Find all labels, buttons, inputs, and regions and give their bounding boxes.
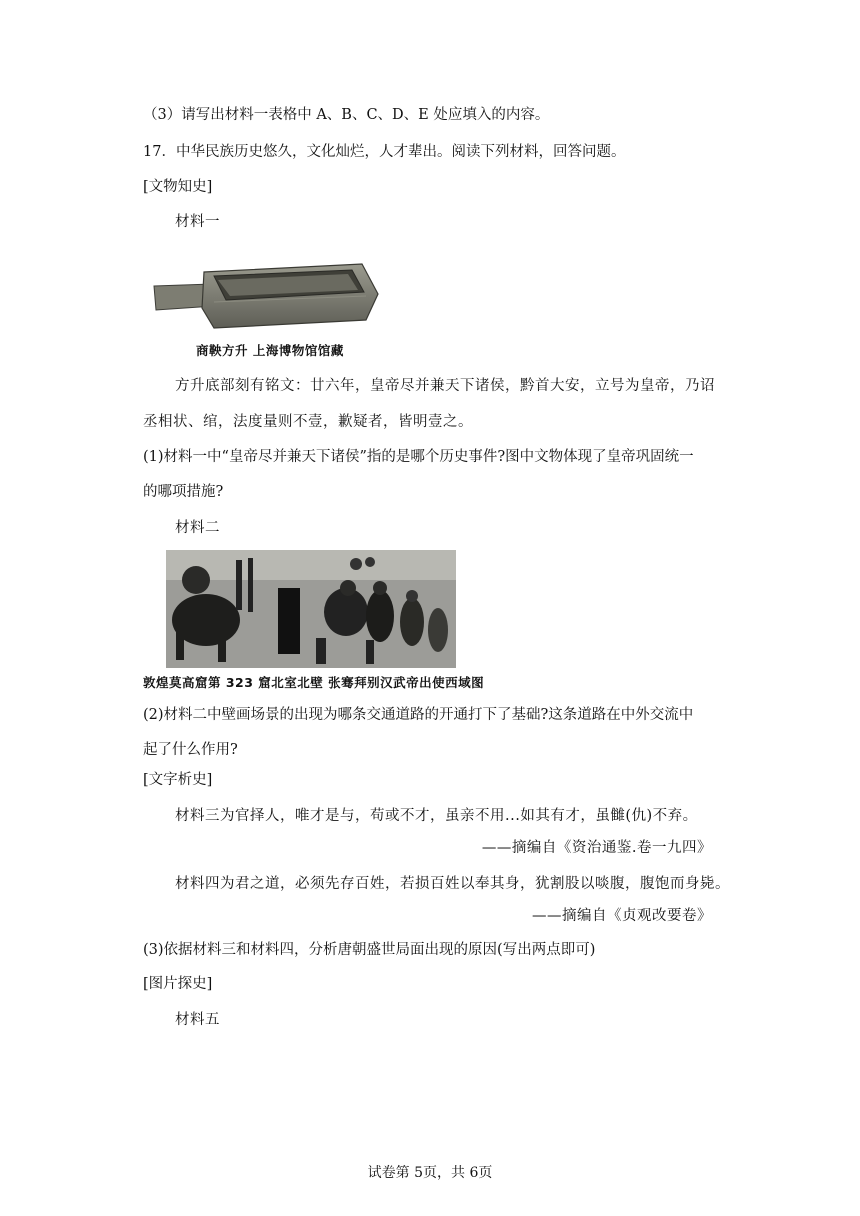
- page-footer: 试卷第 5页，共 6页: [367, 1165, 493, 1181]
- question-2-line-1: (2)材料二中壁画场景的出现为哪条交通道路的开通打下了基础?这条道路在中外交流中: [143, 707, 694, 723]
- material-4-text: 材料四为君之道，必须先存百姓，若损百姓以奉其身，犹割股以啖腹，腹饱而身毙。: [175, 876, 730, 892]
- material-1-label: 材料一: [175, 214, 220, 230]
- artifact-caption: 商鞅方升 上海博物馆馆藏: [196, 343, 344, 358]
- question-2-line-2: 起了什么作用?: [143, 742, 238, 758]
- question-3-line: （3）请写出材料一表格中 A、B、C、D、E 处应填入的内容。: [143, 107, 550, 123]
- section-heading-text: [文字析史]: [143, 772, 213, 788]
- shang-yang-fang-sheng-image: [152, 258, 380, 333]
- dunhuang-mural-image: [166, 550, 456, 668]
- material-4-source: ——摘编自《贞观改要卷》: [532, 908, 712, 924]
- question-17-stem: 17．中华民族历史悠久，文化灿烂，人才辈出。阅读下列材料，回答问题。: [143, 144, 626, 160]
- section-heading-image: [图片探史]: [143, 976, 213, 992]
- material-3-source: ——摘编自《资治通鉴.卷一九四》: [481, 840, 712, 856]
- material-2-label: 材料二: [175, 520, 220, 536]
- question-1-line-1: (1)材料一中“皇帝尽并兼天下诸侯”指的是哪个历史事件?图中文物体现了皇帝巩固统一: [143, 449, 694, 465]
- question-3b-line: (3)依据材料三和材料四，分析唐朝盛世局面出现的原因(写出两点即可): [143, 942, 596, 958]
- mural-caption: 敦煌莫高窟第 323 窟北室北壁 张骞拜别汉武帝出使西域图: [143, 675, 485, 690]
- section-heading-relic: [文物知史]: [143, 179, 213, 195]
- material-5-label: 材料五: [175, 1012, 220, 1028]
- material-3-text: 材料三为官择人，唯才是与，苟或不才，虽亲不用...如其有才，虽雠(仇)不弃。: [175, 808, 698, 824]
- material-1-text-line-2: 丞相状、绾，法度量则不壹，歉疑者，皆明壹之。: [143, 414, 473, 430]
- material-1-text-line-1: 方升底部刻有铭文：廿六年，皇帝尽并兼天下诸侯，黔首大安，立号为皇帝，乃诏: [175, 378, 715, 394]
- question-1-line-2: 的哪项措施?: [143, 484, 224, 500]
